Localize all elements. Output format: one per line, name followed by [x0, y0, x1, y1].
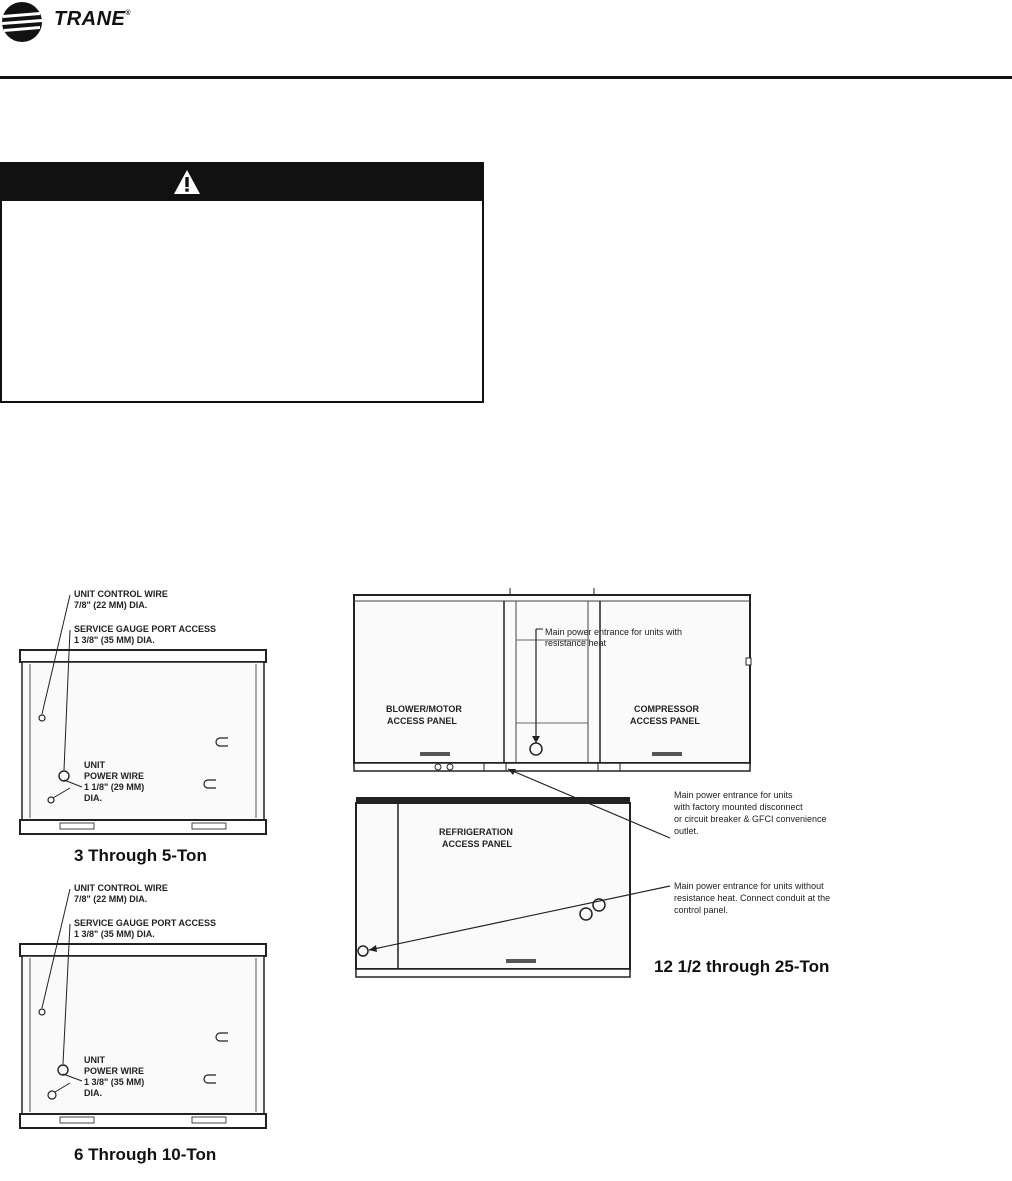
resistance-heat-callout-1: Main power entrance for units with [545, 627, 683, 637]
no-heat-callout-2: resistance heat. Connect conduit at the [674, 893, 831, 903]
no-heat-callout-1: Main power entrance for units without [674, 881, 824, 891]
disconnect-callout-2: with factory mounted disconnect [674, 802, 803, 812]
gauge-port-size-bottom: 1 3/8" (35 MM) DIA. [74, 929, 155, 939]
resistance-heat-callout-2: resistance heat [545, 638, 607, 648]
trademark-symbol: ® [125, 10, 132, 17]
power-wire-label-top-3: 1 1/8" (29 MM) [84, 782, 145, 792]
blower-panel-label-1: BLOWER/MOTOR [386, 704, 462, 714]
power-wire-label-bottom-3: 1 3/8" (35 MM) [84, 1077, 145, 1087]
brand-wordmark [54, 8, 131, 31]
blower-panel-label-2: ACCESS PANEL [387, 716, 457, 726]
control-wire-size-bottom: 7/8" (22 MM) DIA. [74, 894, 148, 904]
gauge-port-size-top: 1 3/8" (35 MM) DIA. [74, 635, 155, 645]
disconnect-callout-3: or circuit breaker & GFCI convenience [674, 814, 827, 824]
caption-3-5-ton: 3 Through 5-Ton [74, 846, 207, 865]
power-wire-label-bottom-4: DIA. [84, 1088, 102, 1098]
power-wire-label-bottom-2: POWER WIRE [84, 1066, 144, 1076]
power-wire-label-top-1: UNIT [84, 760, 105, 770]
caption-12-25-ton: 12 1/2 through 25-Ton [654, 957, 830, 976]
power-wire-label-top-2: POWER WIRE [84, 771, 144, 781]
warning-box [0, 162, 484, 403]
refrigeration-panel-label-2: ACCESS PANEL [442, 839, 512, 849]
warning-header-bar [2, 164, 482, 201]
power-wire-label-bottom-1: UNIT [84, 1055, 105, 1065]
control-wire-size-top: 7/8" (22 MM) DIA. [74, 600, 148, 610]
power-wire-label-top-4: DIA. [84, 793, 102, 803]
disconnect-callout-4: outlet. [674, 826, 699, 836]
compressor-panel-label-2: ACCESS PANEL [630, 716, 700, 726]
caption-6-10-ton: 6 Through 10-Ton [74, 1145, 217, 1164]
control-wire-label-bottom: UNIT CONTROL WIRE [74, 883, 168, 893]
gauge-port-label-top: SERVICE GAUGE PORT ACCESS [74, 624, 217, 634]
gauge-port-label-bottom: SERVICE GAUGE PORT ACCESS [74, 918, 217, 928]
disconnect-callout-1: Main power entrance for units [674, 790, 793, 800]
trane-logo-icon [0, 0, 48, 44]
refrigeration-panel-label-1: REFRIGERATION [439, 827, 513, 837]
unit-access-diagram [0, 540, 1012, 1181]
no-heat-callout-3: control panel. [674, 905, 729, 915]
warning-triangle-icon [173, 169, 201, 195]
header-rule [0, 76, 1012, 79]
control-wire-label-top: UNIT CONTROL WIRE [74, 589, 168, 599]
brand-name: TRANE [54, 8, 126, 30]
compressor-panel-label-1: COMPRESSOR [634, 704, 700, 714]
